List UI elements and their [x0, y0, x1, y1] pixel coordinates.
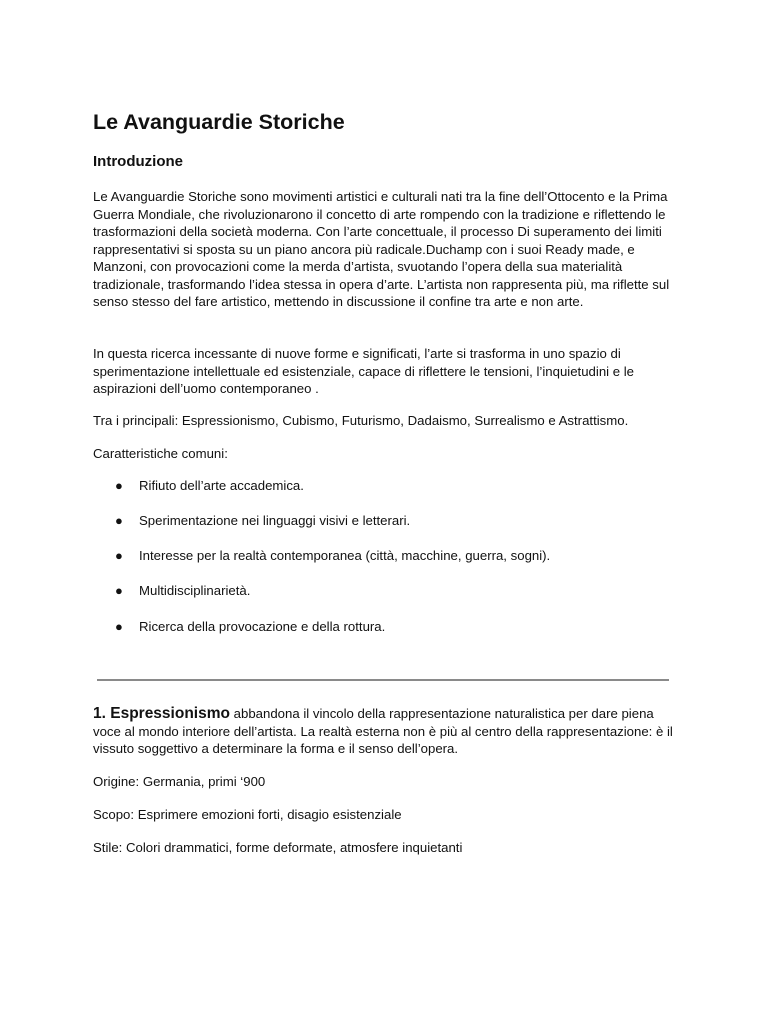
section-heading: 1. Espressionismo — [93, 705, 230, 722]
document-title: Le Avanguardie Storiche — [93, 110, 345, 134]
list-item-text: Multidisciplinarietà. — [139, 583, 251, 598]
bullet-icon: ● — [115, 478, 123, 493]
intro-paragraph: In questa ricerca incessante di nuove forme e significati, l’arte si trasforma in uno spazio di sperimentazione intellettuale ed esistenziale, capace di riflettere le tensioni, l’inquietudini e le aspirazioni dell’uomo contemporaneo . — [93, 346, 635, 396]
section-body-text: abbandona il vincolo della rappresentazione naturalistica per dare piena voce al mondo interiore dell’artista. La realtà esterna non è più al centro della rappresentazione: è il vissuto soggettivo a determinare la forma e il senso dell’opera. — [93, 706, 673, 756]
list-item-text: Sperimentazione nei linguaggi visivi e letterari. — [139, 513, 411, 528]
list-item — [93, 512, 678, 530]
style-line: Stile: Colori drammatici, forme deformate, atmosfere inquietanti — [93, 840, 463, 855]
bullet-icon: ● — [115, 548, 123, 563]
movements-list-paragraph: Tra i principali: Espressionismo, Cubismo, Futurismo, Dadaismo, Surrealismo e Astrattismo. — [93, 413, 629, 428]
list-item — [93, 547, 678, 565]
section-espressionismo-paragraph — [93, 705, 678, 758]
list-item-text: Ricerca della provocazione e della rottura. — [139, 619, 386, 634]
bullet-icon: ● — [115, 513, 123, 528]
intro-paragraph: Le Avanguardie Storiche sono movimenti artistici e culturali nati tra la fine dell’Ottocento e la Prima Guerra Mondiale, che rivoluzionarono il concetto di arte rompendo con la tradizione e riflettendo le trasformazioni della società moderna. Con l’arte concettuale, il processo Di superamento dei limiti rappresentativi si sposta su un piano ancora più radicale.Duchamp con i suoi Ready made, e Manzoni, con provocazioni come la merda d’artista, svuotando l’opera della sua materialità tradizionale, trasformando l’idea stessa in opera d’arte. L’artista non rappresenta più, ma riflette sul senso stesso del fare artistico, mettendo in discussione il confine tra arte e non arte. — [93, 189, 670, 309]
list-item-text: Interesse per la realtà contemporanea (città, macchine, guerra, sogni). — [139, 548, 551, 563]
common-features-label: Caratteristiche comuni: — [93, 446, 228, 461]
list-item — [93, 477, 678, 495]
list-item — [93, 618, 678, 636]
bullet-icon: ● — [115, 619, 123, 634]
list-item — [93, 582, 678, 600]
origin-line: Origine: Germania, primi ‘900 — [93, 774, 266, 789]
bullet-icon: ● — [115, 583, 123, 598]
list-item-text: Rifiuto dell’arte accademica. — [139, 478, 304, 493]
scope-line: Scopo: Esprimere emozioni forti, disagio esistenziale — [93, 807, 402, 822]
intro-heading: Introduzione — [93, 153, 183, 170]
horizontal-divider — [97, 679, 669, 681]
